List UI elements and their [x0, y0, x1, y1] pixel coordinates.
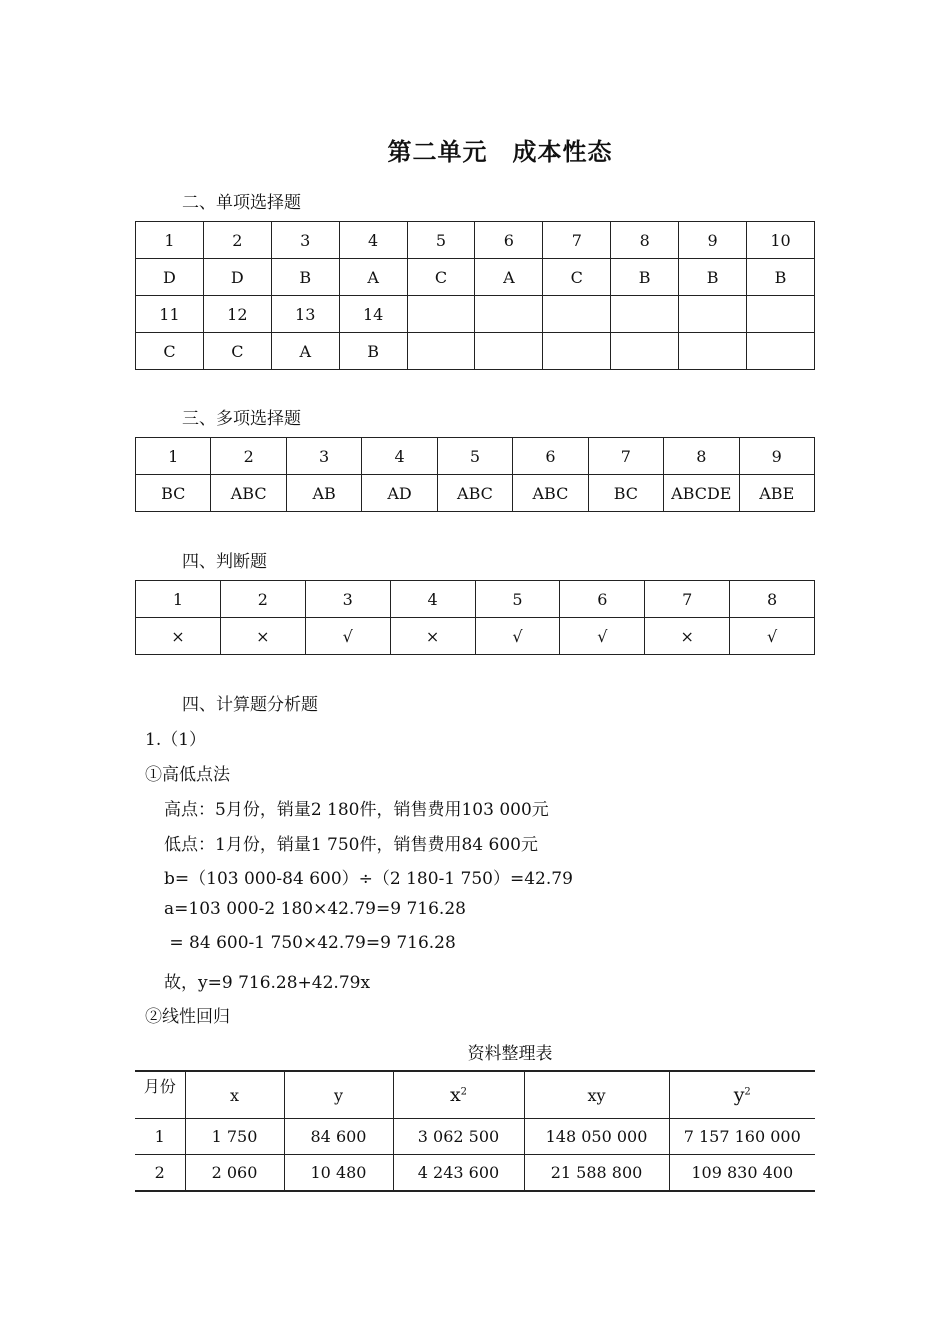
question-number-cell: 4 [362, 438, 437, 475]
question-number-cell: 9 [739, 438, 815, 475]
multiple-choice-heading: 三、多项选择题 [182, 409, 301, 429]
answer-cell [611, 333, 679, 370]
answer-cell: ABCDE [664, 475, 739, 512]
answer-cell: BC [136, 475, 211, 512]
question-number-cell: 4 [390, 581, 475, 618]
answer-cell: B [271, 259, 339, 296]
question-number-cell: 1 [136, 438, 211, 475]
question-number-cell: 6 [475, 222, 543, 259]
answer-cell: ABC [437, 475, 512, 512]
answer-cell: AB [286, 475, 361, 512]
cell-x: 1 750 [185, 1119, 284, 1155]
cell-xy: 148 050 000 [524, 1119, 669, 1155]
cell-month: 2 [135, 1155, 185, 1192]
answer-cell [747, 333, 815, 370]
question-number-cell: 8 [611, 222, 679, 259]
calculation-heading: 四、计算题分析题 [182, 695, 318, 715]
answer-cell: AD [362, 475, 437, 512]
answer-cell: D [136, 259, 204, 296]
true-false-heading: 四、判断题 [182, 552, 267, 572]
cell-y: 84 600 [284, 1119, 393, 1155]
method-linear-regression: ②线性回归 [145, 1007, 230, 1027]
table-row [136, 581, 815, 618]
b-formula-line: b=（103 000-84 600）÷（2 180-1 750）=42.79 [164, 869, 573, 889]
table-row [136, 222, 815, 259]
question-number-cell: 5 [407, 222, 475, 259]
question-number-cell [543, 296, 611, 333]
table-row [135, 1155, 815, 1192]
question-number-cell: 5 [475, 581, 560, 618]
answer-cell [407, 333, 475, 370]
answer-cell: D [203, 259, 271, 296]
question-number-cell: 4 [339, 222, 407, 259]
answer-cell: C [543, 259, 611, 296]
answer-cell: ABC [513, 475, 588, 512]
answer-cell: ABE [739, 475, 815, 512]
cell-x-squared: 3 062 500 [393, 1119, 524, 1155]
high-point-line: 高点：5月份，销量2 180件，销售费用103 000元 [164, 800, 549, 820]
answer-cell: B [611, 259, 679, 296]
header-x: x [185, 1071, 284, 1119]
question-number-cell: 5 [437, 438, 512, 475]
question-number-cell: 1 [136, 581, 221, 618]
true-false-table [135, 580, 815, 655]
cell-x: 2 060 [185, 1155, 284, 1192]
a-formula-alt-line: = 84 600-1 750×42.79=9 716.28 [164, 933, 456, 953]
table-row [136, 333, 815, 370]
cell-x-squared: 4 243 600 [393, 1155, 524, 1192]
answer-cell: B [747, 259, 815, 296]
cell-xy: 21 588 800 [524, 1155, 669, 1192]
result-line: 故，y=9 716.28+42.79x [164, 973, 371, 993]
header-y-squared: $y^2$ [669, 1071, 815, 1119]
question-number-cell [747, 296, 815, 333]
question-number-cell: 7 [645, 581, 730, 618]
answer-cell: C [407, 259, 475, 296]
question-number-cell: 3 [271, 222, 339, 259]
header-month: 月份 [135, 1071, 185, 1119]
answer-cell: √ [475, 618, 560, 655]
answer-cell: C [136, 333, 204, 370]
question-number-cell: 12 [203, 296, 271, 333]
page-title: 第二单元 成本性态 [387, 138, 613, 166]
answer-cell: BC [588, 475, 663, 512]
question-number-cell: 10 [747, 222, 815, 259]
answer-cell: √ [560, 618, 645, 655]
cell-y-squared: 109 830 400 [669, 1155, 815, 1192]
a-formula-line: a=103 000-2 180×42.79=9 716.28 [164, 899, 466, 919]
question-number-cell: 6 [513, 438, 588, 475]
question-number-cell: 7 [588, 438, 663, 475]
answer-cell [543, 333, 611, 370]
method-high-low: ①高低点法 [145, 765, 230, 785]
table-row [135, 1119, 815, 1155]
answer-cell: √ [305, 618, 390, 655]
single-choice-heading: 二、单项选择题 [182, 193, 301, 213]
single-choice-table [135, 221, 815, 370]
question-number-cell: 2 [203, 222, 271, 259]
question-number-cell: 13 [271, 296, 339, 333]
question-number-cell: 7 [543, 222, 611, 259]
cell-y: 10 480 [284, 1155, 393, 1192]
question-number-cell: 3 [286, 438, 361, 475]
answer-cell: √ [730, 618, 815, 655]
answer-cell [679, 333, 747, 370]
table-row [136, 259, 815, 296]
regression-header-row [135, 1071, 815, 1119]
question-number-cell: 8 [730, 581, 815, 618]
table-row [136, 475, 815, 512]
cell-y-squared: 7 157 160 000 [669, 1119, 815, 1155]
answer-cell: B [679, 259, 747, 296]
question-label: 1.（1） [145, 730, 207, 750]
answer-cell: A [339, 259, 407, 296]
table-row [136, 296, 815, 333]
question-number-cell [475, 296, 543, 333]
cell-month: 1 [135, 1119, 185, 1155]
question-number-cell: 6 [560, 581, 645, 618]
low-point-line: 低点：1月份，销量1 750件，销售费用84 600元 [164, 835, 538, 855]
question-number-cell: 9 [679, 222, 747, 259]
question-number-cell [611, 296, 679, 333]
question-number-cell [407, 296, 475, 333]
answer-cell: ABC [211, 475, 286, 512]
answer-cell: × [220, 618, 305, 655]
question-number-cell: 11 [136, 296, 204, 333]
multiple-choice-table [135, 437, 815, 512]
answer-cell: A [475, 259, 543, 296]
question-number-cell: 3 [305, 581, 390, 618]
question-number-cell: 2 [211, 438, 286, 475]
table-caption: 资料整理表 [467, 1044, 553, 1064]
answer-cell: B [339, 333, 407, 370]
header-xy: xy [524, 1071, 669, 1119]
answer-cell: × [390, 618, 475, 655]
question-number-cell: 14 [339, 296, 407, 333]
answer-cell: × [645, 618, 730, 655]
answer-cell: A [271, 333, 339, 370]
answer-cell: C [203, 333, 271, 370]
header-y: y [284, 1071, 393, 1119]
header-x-squared: $x^2$ [393, 1071, 524, 1119]
question-number-cell: 2 [220, 581, 305, 618]
question-number-cell [679, 296, 747, 333]
table-row [136, 438, 815, 475]
table-row [136, 618, 815, 655]
question-number-cell: 1 [136, 222, 204, 259]
question-number-cell: 8 [664, 438, 739, 475]
answer-cell [475, 333, 543, 370]
answer-cell: × [136, 618, 221, 655]
regression-table [135, 1070, 815, 1192]
